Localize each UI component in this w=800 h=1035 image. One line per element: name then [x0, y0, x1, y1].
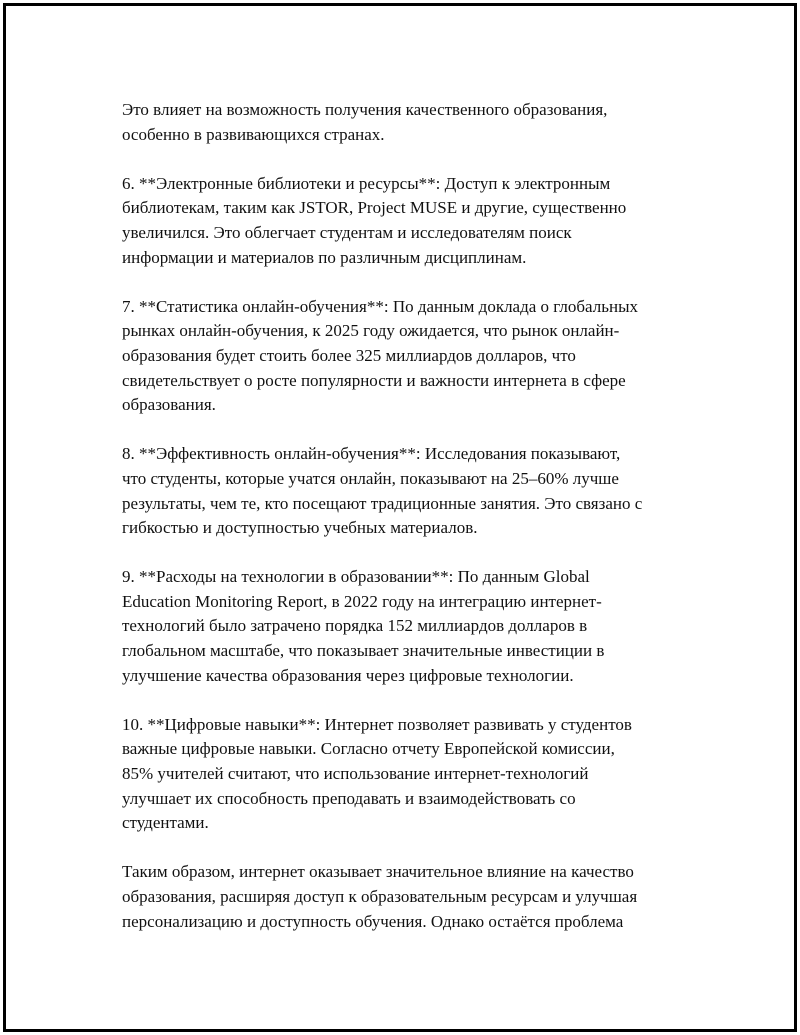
text-line: образования, расширяя доступ к образовательным ресурсам и улучшая: [122, 887, 638, 906]
text-line: библиотекам, таким как JSTOR, Project MUSE и другие, существенно: [122, 198, 627, 218]
paragraph-item-8: [122, 442, 692, 540]
text-line: гибкостью и доступностью учебных материалов.: [122, 518, 478, 538]
text-line: важные цифровые навыки. Согласно отчету Европейской комиссии,: [122, 739, 615, 759]
text-line: особенно в развивающихся странах.: [122, 124, 385, 144]
text-line: рынках онлайн-обучения, к 2025 году ожидается, что рынок онлайн-: [122, 321, 620, 341]
text-line: увеличился. Это облегчает студентам и исследователям поиск: [122, 222, 572, 242]
text-line: информации и материалов по различным дисциплинам.: [122, 247, 527, 267]
text-line: что студенты, которые учатся онлайн, показывают на 25–60% лучше: [122, 468, 619, 488]
text-line: 8. **Эффективность онлайн-обучения**: Исследования показывают,: [122, 444, 621, 464]
text-line: 10. **Цифровые навыки**: Интернет позволяет развивать у студентов: [122, 714, 632, 734]
text-line: Education Monitoring Report, в 2022 году на интеграцию интернет-: [122, 591, 602, 611]
text-line: улучшает их способность преподавать и взаимодействовать со: [122, 788, 576, 808]
text-line: технологий было затрачено порядка 152 миллиардов долларов в: [122, 616, 588, 636]
paragraph-item-6: [122, 172, 692, 270]
text-line: студентами.: [122, 813, 209, 833]
text-line: Это влияет на возможность получения качественного образования,: [122, 100, 608, 119]
text-line: улучшение качества образования через цифровые технологии.: [122, 665, 574, 685]
document-body: [122, 98, 692, 959]
text-line: результаты, чем те, кто посещают традиционные занятия. Это связано с: [122, 493, 643, 513]
text-line: 9. **Расходы на технологии в образовании**: По данным Global: [122, 567, 590, 587]
text-line: глобальном масштабе, что показывает значительные инвестиции в: [122, 641, 605, 661]
text-line: Таким образом, интернет оказывает значительное влияние на качество: [122, 862, 634, 882]
paragraph-item-10: [122, 713, 692, 836]
text-line: образования будет стоить более 325 миллиардов долларов, что: [122, 345, 576, 365]
document-page: [3, 3, 797, 1032]
text-line: персонализацию и доступность обучения. Однако остаётся проблема: [122, 911, 624, 931]
text-line: 6. **Электронные библиотеки и ресурсы**: Доступ к электронным: [122, 173, 611, 193]
text-line: свидетельствует о росте популярности и важности интернета в сфере: [122, 370, 626, 390]
text-line: образования.: [122, 395, 216, 415]
paragraph-item-9: [122, 565, 692, 688]
paragraph-item-7: [122, 295, 692, 418]
paragraph-conclusion: [122, 860, 692, 934]
text-line: 85% учителей считают, что использование интернет-технологий: [122, 764, 589, 784]
text-line: 7. **Статистика онлайн-обучения**: По данным доклада о глобальных: [122, 296, 638, 316]
paragraph-intro: [122, 98, 692, 147]
